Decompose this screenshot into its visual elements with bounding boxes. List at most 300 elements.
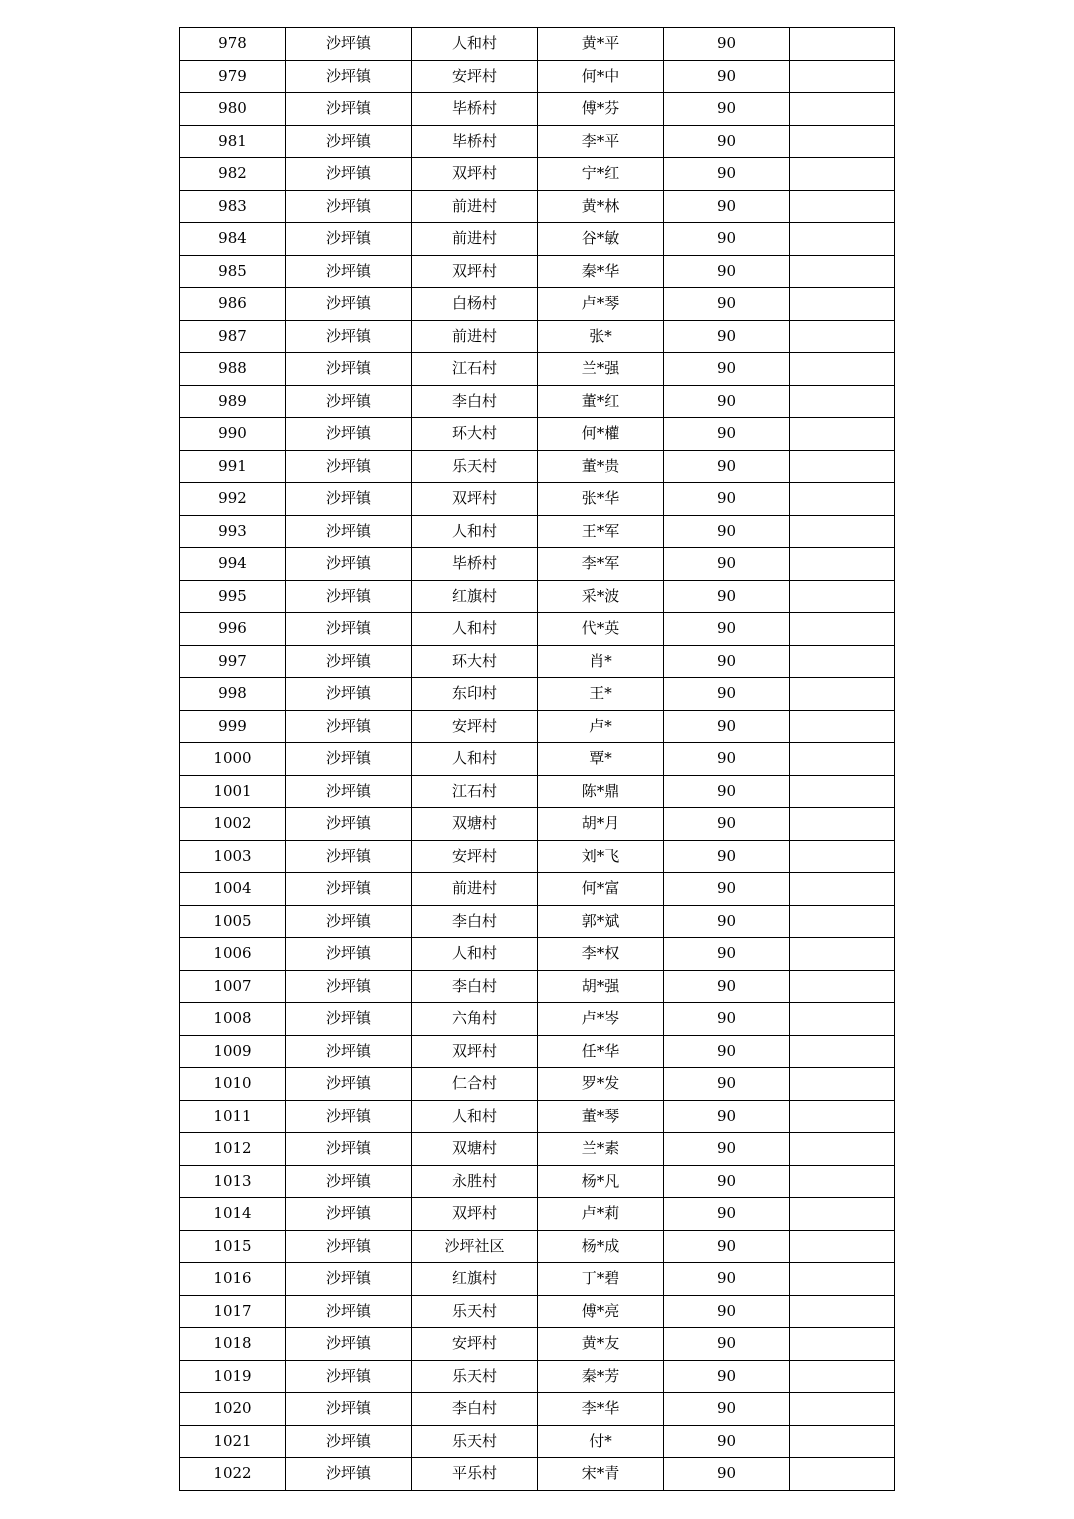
cell-person-name: 宋*青 [538, 1458, 664, 1491]
cell-village: 双坪村 [412, 483, 538, 516]
cell-score: 90 [664, 1133, 790, 1166]
cell-town: 沙坪镇 [286, 450, 412, 483]
table-row [180, 775, 895, 808]
cell-remark [790, 158, 895, 191]
cell-village: 白杨村 [412, 288, 538, 321]
cell-village: 双坪村 [412, 158, 538, 191]
cell-remark [790, 970, 895, 1003]
cell-town: 沙坪镇 [286, 1133, 412, 1166]
cell-score: 90 [664, 1295, 790, 1328]
table-row [180, 840, 895, 873]
cell-person-name: 张* [538, 320, 664, 353]
table-row [180, 255, 895, 288]
cell-village: 六角村 [412, 1003, 538, 1036]
cell-serial-number: 981 [180, 125, 286, 158]
cell-village: 环大村 [412, 645, 538, 678]
cell-score: 90 [664, 710, 790, 743]
cell-score: 90 [664, 28, 790, 61]
cell-serial-number: 1017 [180, 1295, 286, 1328]
table-row [180, 905, 895, 938]
cell-serial-number: 982 [180, 158, 286, 191]
table-row [180, 1458, 895, 1491]
cell-town: 沙坪镇 [286, 1263, 412, 1296]
cell-town: 沙坪镇 [286, 125, 412, 158]
cell-serial-number: 1010 [180, 1068, 286, 1101]
cell-person-name: 董*贵 [538, 450, 664, 483]
cell-remark [790, 1458, 895, 1491]
cell-village: 安坪村 [412, 840, 538, 873]
cell-score: 90 [664, 1360, 790, 1393]
cell-town: 沙坪镇 [286, 775, 412, 808]
cell-village: 人和村 [412, 613, 538, 646]
cell-remark [790, 1068, 895, 1101]
cell-serial-number: 1009 [180, 1035, 286, 1068]
cell-person-name: 兰*素 [538, 1133, 664, 1166]
cell-remark [790, 190, 895, 223]
cell-score: 90 [664, 158, 790, 191]
cell-person-name: 宁*红 [538, 158, 664, 191]
cell-village: 仁合村 [412, 1068, 538, 1101]
cell-person-name: 张*华 [538, 483, 664, 516]
cell-village: 人和村 [412, 515, 538, 548]
cell-village: 双坪村 [412, 1198, 538, 1231]
cell-village: 人和村 [412, 743, 538, 776]
cell-town: 沙坪镇 [286, 1230, 412, 1263]
cell-person-name: 胡*月 [538, 808, 664, 841]
cell-remark [790, 385, 895, 418]
cell-village: 沙坪社区 [412, 1230, 538, 1263]
cell-score: 90 [664, 938, 790, 971]
cell-person-name: 丁*碧 [538, 1263, 664, 1296]
cell-remark [790, 1393, 895, 1426]
cell-serial-number: 994 [180, 548, 286, 581]
cell-village: 人和村 [412, 1100, 538, 1133]
cell-remark [790, 1230, 895, 1263]
table-row [180, 288, 895, 321]
cell-serial-number: 995 [180, 580, 286, 613]
cell-serial-number: 1002 [180, 808, 286, 841]
cell-town: 沙坪镇 [286, 1003, 412, 1036]
cell-serial-number: 1005 [180, 905, 286, 938]
cell-serial-number: 1014 [180, 1198, 286, 1231]
cell-serial-number: 979 [180, 60, 286, 93]
cell-remark [790, 125, 895, 158]
cell-person-name: 傅*亮 [538, 1295, 664, 1328]
cell-remark [790, 418, 895, 451]
table-row [180, 1263, 895, 1296]
cell-person-name: 任*华 [538, 1035, 664, 1068]
cell-serial-number: 1021 [180, 1425, 286, 1458]
table-row [180, 60, 895, 93]
cell-remark [790, 1165, 895, 1198]
cell-remark [790, 483, 895, 516]
cell-village: 前进村 [412, 190, 538, 223]
cell-serial-number: 1013 [180, 1165, 286, 1198]
table-row [180, 580, 895, 613]
cell-person-name: 采*波 [538, 580, 664, 613]
cell-village: 红旗村 [412, 580, 538, 613]
table-row [180, 28, 895, 61]
cell-person-name: 董*红 [538, 385, 664, 418]
table-row [180, 223, 895, 256]
cell-village: 安坪村 [412, 60, 538, 93]
cell-person-name: 付* [538, 1425, 664, 1458]
table-row [180, 808, 895, 841]
cell-town: 沙坪镇 [286, 385, 412, 418]
cell-score: 90 [664, 223, 790, 256]
cell-remark [790, 905, 895, 938]
cell-score: 90 [664, 93, 790, 126]
cell-village: 平乐村 [412, 1458, 538, 1491]
cell-town: 沙坪镇 [286, 645, 412, 678]
cell-remark [790, 808, 895, 841]
cell-person-name: 李*权 [538, 938, 664, 971]
cell-serial-number: 996 [180, 613, 286, 646]
cell-town: 沙坪镇 [286, 808, 412, 841]
cell-person-name: 卢* [538, 710, 664, 743]
cell-town: 沙坪镇 [286, 1035, 412, 1068]
cell-remark [790, 613, 895, 646]
cell-score: 90 [664, 1328, 790, 1361]
table-row [180, 613, 895, 646]
cell-person-name: 覃* [538, 743, 664, 776]
cell-town: 沙坪镇 [286, 1068, 412, 1101]
cell-person-name: 陈*鼎 [538, 775, 664, 808]
cell-score: 90 [664, 1198, 790, 1231]
cell-village: 李白村 [412, 1393, 538, 1426]
cell-town: 沙坪镇 [286, 938, 412, 971]
table-row [180, 873, 895, 906]
table-row [180, 548, 895, 581]
cell-person-name: 王* [538, 678, 664, 711]
cell-serial-number: 990 [180, 418, 286, 451]
cell-serial-number: 993 [180, 515, 286, 548]
cell-remark [790, 548, 895, 581]
cell-person-name: 谷*敏 [538, 223, 664, 256]
cell-score: 90 [664, 450, 790, 483]
cell-person-name: 罗*发 [538, 1068, 664, 1101]
cell-serial-number: 985 [180, 255, 286, 288]
cell-person-name: 傅*芬 [538, 93, 664, 126]
cell-serial-number: 987 [180, 320, 286, 353]
cell-score: 90 [664, 775, 790, 808]
cell-village: 双塘村 [412, 1133, 538, 1166]
cell-town: 沙坪镇 [286, 93, 412, 126]
cell-score: 90 [664, 678, 790, 711]
cell-remark [790, 775, 895, 808]
cell-serial-number: 984 [180, 223, 286, 256]
cell-person-name: 何*權 [538, 418, 664, 451]
cell-remark [790, 320, 895, 353]
cell-person-name: 黄*林 [538, 190, 664, 223]
table-row [180, 1393, 895, 1426]
cell-village: 李白村 [412, 905, 538, 938]
cell-serial-number: 1011 [180, 1100, 286, 1133]
cell-person-name: 何*富 [538, 873, 664, 906]
cell-serial-number: 991 [180, 450, 286, 483]
table-row [180, 1425, 895, 1458]
cell-town: 沙坪镇 [286, 418, 412, 451]
cell-town: 沙坪镇 [286, 1165, 412, 1198]
cell-village: 安坪村 [412, 1328, 538, 1361]
cell-score: 90 [664, 1230, 790, 1263]
cell-score: 90 [664, 418, 790, 451]
cell-remark [790, 1360, 895, 1393]
cell-remark [790, 515, 895, 548]
cell-town: 沙坪镇 [286, 1198, 412, 1231]
cell-town: 沙坪镇 [286, 710, 412, 743]
table-row [180, 515, 895, 548]
cell-town: 沙坪镇 [286, 223, 412, 256]
cell-town: 沙坪镇 [286, 613, 412, 646]
cell-score: 90 [664, 288, 790, 321]
cell-score: 90 [664, 873, 790, 906]
cell-town: 沙坪镇 [286, 60, 412, 93]
cell-person-name: 黄*友 [538, 1328, 664, 1361]
cell-score: 90 [664, 905, 790, 938]
cell-village: 江石村 [412, 775, 538, 808]
data-table [179, 27, 895, 1491]
cell-person-name: 李*华 [538, 1393, 664, 1426]
cell-score: 90 [664, 255, 790, 288]
table-row [180, 483, 895, 516]
table-row [180, 645, 895, 678]
cell-person-name: 刘*飞 [538, 840, 664, 873]
cell-town: 沙坪镇 [286, 873, 412, 906]
cell-village: 人和村 [412, 938, 538, 971]
cell-town: 沙坪镇 [286, 1100, 412, 1133]
cell-town: 沙坪镇 [286, 1360, 412, 1393]
table-row [180, 710, 895, 743]
cell-score: 90 [664, 320, 790, 353]
cell-score: 90 [664, 1263, 790, 1296]
table-row [180, 678, 895, 711]
cell-remark [790, 450, 895, 483]
cell-score: 90 [664, 125, 790, 158]
cell-remark [790, 743, 895, 776]
cell-remark [790, 28, 895, 61]
cell-town: 沙坪镇 [286, 1295, 412, 1328]
cell-serial-number: 999 [180, 710, 286, 743]
cell-village: 双塘村 [412, 808, 538, 841]
cell-score: 90 [664, 190, 790, 223]
cell-score: 90 [664, 1068, 790, 1101]
cell-person-name: 肖* [538, 645, 664, 678]
table-row [180, 385, 895, 418]
cell-score: 90 [664, 515, 790, 548]
cell-score: 90 [664, 645, 790, 678]
cell-village: 乐天村 [412, 1360, 538, 1393]
cell-remark [790, 223, 895, 256]
cell-person-name: 兰*强 [538, 353, 664, 386]
table-row [180, 450, 895, 483]
cell-score: 90 [664, 1458, 790, 1491]
cell-village: 双坪村 [412, 255, 538, 288]
cell-person-name: 胡*强 [538, 970, 664, 1003]
cell-score: 90 [664, 1425, 790, 1458]
cell-serial-number: 1016 [180, 1263, 286, 1296]
table-row [180, 1068, 895, 1101]
cell-remark [790, 1295, 895, 1328]
cell-village: 永胜村 [412, 1165, 538, 1198]
cell-remark [790, 255, 895, 288]
cell-serial-number: 1006 [180, 938, 286, 971]
cell-score: 90 [664, 970, 790, 1003]
cell-remark [790, 873, 895, 906]
cell-village: 红旗村 [412, 1263, 538, 1296]
cell-remark [790, 1425, 895, 1458]
table-row [180, 1003, 895, 1036]
cell-town: 沙坪镇 [286, 353, 412, 386]
table-row [180, 353, 895, 386]
cell-remark [790, 1198, 895, 1231]
cell-remark [790, 678, 895, 711]
cell-village: 毕桥村 [412, 548, 538, 581]
cell-remark [790, 353, 895, 386]
cell-village: 前进村 [412, 320, 538, 353]
cell-remark [790, 1100, 895, 1133]
table-row [180, 938, 895, 971]
cell-remark [790, 580, 895, 613]
cell-score: 90 [664, 385, 790, 418]
cell-remark [790, 1035, 895, 1068]
cell-serial-number: 1007 [180, 970, 286, 1003]
cell-town: 沙坪镇 [286, 1425, 412, 1458]
cell-serial-number: 1008 [180, 1003, 286, 1036]
cell-score: 90 [664, 613, 790, 646]
cell-person-name: 黄*平 [538, 28, 664, 61]
cell-score: 90 [664, 580, 790, 613]
cell-serial-number: 998 [180, 678, 286, 711]
table-row [180, 418, 895, 451]
table-row [180, 1035, 895, 1068]
cell-remark [790, 288, 895, 321]
cell-serial-number: 1004 [180, 873, 286, 906]
cell-person-name: 秦*芳 [538, 1360, 664, 1393]
cell-serial-number: 1022 [180, 1458, 286, 1491]
cell-person-name: 郭*斌 [538, 905, 664, 938]
cell-remark [790, 60, 895, 93]
cell-town: 沙坪镇 [286, 840, 412, 873]
table-row [180, 743, 895, 776]
cell-serial-number: 988 [180, 353, 286, 386]
cell-village: 毕桥村 [412, 93, 538, 126]
cell-remark [790, 93, 895, 126]
cell-village: 前进村 [412, 223, 538, 256]
cell-score: 90 [664, 1165, 790, 1198]
cell-town: 沙坪镇 [286, 1328, 412, 1361]
cell-town: 沙坪镇 [286, 483, 412, 516]
cell-score: 90 [664, 548, 790, 581]
cell-remark [790, 645, 895, 678]
table-row [180, 1360, 895, 1393]
cell-town: 沙坪镇 [286, 678, 412, 711]
cell-person-name: 杨*凡 [538, 1165, 664, 1198]
cell-serial-number: 978 [180, 28, 286, 61]
cell-town: 沙坪镇 [286, 1458, 412, 1491]
cell-person-name: 杨*成 [538, 1230, 664, 1263]
cell-town: 沙坪镇 [286, 288, 412, 321]
cell-town: 沙坪镇 [286, 320, 412, 353]
cell-remark [790, 1003, 895, 1036]
cell-serial-number: 1015 [180, 1230, 286, 1263]
table-body [180, 28, 895, 1491]
cell-person-name: 董*琴 [538, 1100, 664, 1133]
cell-village: 东印村 [412, 678, 538, 711]
cell-village: 人和村 [412, 28, 538, 61]
table-row [180, 1100, 895, 1133]
cell-remark [790, 938, 895, 971]
table-row [180, 1328, 895, 1361]
cell-village: 双坪村 [412, 1035, 538, 1068]
cell-village: 江石村 [412, 353, 538, 386]
cell-serial-number: 1001 [180, 775, 286, 808]
cell-score: 90 [664, 483, 790, 516]
table-row [180, 1198, 895, 1231]
cell-serial-number: 997 [180, 645, 286, 678]
cell-serial-number: 1019 [180, 1360, 286, 1393]
table-row [180, 1133, 895, 1166]
cell-person-name: 何*中 [538, 60, 664, 93]
cell-remark [790, 1133, 895, 1166]
cell-score: 90 [664, 1035, 790, 1068]
cell-person-name: 代*英 [538, 613, 664, 646]
cell-serial-number: 983 [180, 190, 286, 223]
cell-serial-number: 992 [180, 483, 286, 516]
cell-score: 90 [664, 743, 790, 776]
cell-score: 90 [664, 1003, 790, 1036]
cell-person-name: 卢*琴 [538, 288, 664, 321]
cell-score: 90 [664, 840, 790, 873]
cell-village: 李白村 [412, 385, 538, 418]
cell-village: 乐天村 [412, 1295, 538, 1328]
table-row [180, 1295, 895, 1328]
cell-person-name: 王*军 [538, 515, 664, 548]
cell-town: 沙坪镇 [286, 580, 412, 613]
cell-remark [790, 710, 895, 743]
cell-score: 90 [664, 1100, 790, 1133]
table-row [180, 190, 895, 223]
cell-village: 李白村 [412, 970, 538, 1003]
cell-person-name: 李*军 [538, 548, 664, 581]
cell-serial-number: 1018 [180, 1328, 286, 1361]
cell-town: 沙坪镇 [286, 190, 412, 223]
cell-village: 前进村 [412, 873, 538, 906]
cell-remark [790, 840, 895, 873]
table-row [180, 125, 895, 158]
cell-person-name: 卢*岑 [538, 1003, 664, 1036]
cell-score: 90 [664, 353, 790, 386]
cell-village: 环大村 [412, 418, 538, 451]
cell-town: 沙坪镇 [286, 1393, 412, 1426]
cell-serial-number: 1012 [180, 1133, 286, 1166]
table-row [180, 1165, 895, 1198]
cell-town: 沙坪镇 [286, 970, 412, 1003]
cell-village: 乐天村 [412, 450, 538, 483]
table-row [180, 93, 895, 126]
cell-town: 沙坪镇 [286, 743, 412, 776]
cell-remark [790, 1328, 895, 1361]
cell-town: 沙坪镇 [286, 158, 412, 191]
cell-village: 乐天村 [412, 1425, 538, 1458]
cell-town: 沙坪镇 [286, 515, 412, 548]
cell-remark [790, 1263, 895, 1296]
cell-serial-number: 986 [180, 288, 286, 321]
cell-serial-number: 989 [180, 385, 286, 418]
cell-serial-number: 1000 [180, 743, 286, 776]
cell-score: 90 [664, 808, 790, 841]
cell-village: 安坪村 [412, 710, 538, 743]
